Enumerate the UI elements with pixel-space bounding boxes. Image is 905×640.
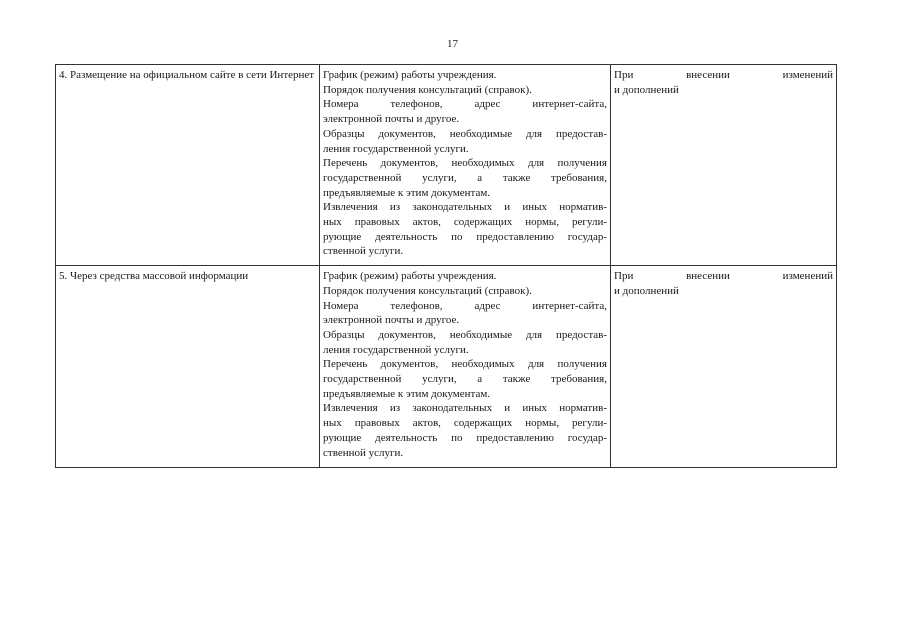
content-line: ственной услуги.	[323, 446, 404, 459]
period-cell	[611, 65, 837, 266]
page-number: 17	[447, 38, 458, 50]
content-line: Номера телефонов, адрес интернет-сайта,	[323, 299, 607, 312]
period-cell	[611, 266, 837, 468]
table-row	[56, 266, 837, 468]
content-line: государственной услуги, а также требования,	[323, 171, 607, 184]
content-line: ления государственной услуги.	[323, 142, 469, 155]
content-line: График (режим) работы учреждения.	[323, 69, 497, 81]
content-line: Извлечения из законодательных и иных норматив-	[323, 201, 607, 214]
content-line: электронной почты и другое.	[323, 314, 460, 327]
period-line: и дополнений	[614, 284, 679, 297]
content-line: ных правовых актов, содержащих нормы, регули-	[323, 417, 607, 430]
content-line: рующие деятельность по предоставлению государ-	[323, 230, 607, 243]
content-cell	[320, 65, 611, 266]
method-text: 4. Размещение на официальном сайте в сети Интернет	[59, 69, 315, 81]
content-line: ных правовых актов, содержащих нормы, регули-	[323, 216, 607, 229]
method-cell	[56, 65, 320, 266]
content-line: предъявляемые к этим документам.	[323, 186, 491, 199]
table-row	[56, 65, 837, 266]
content-line: ственной услуги.	[323, 245, 404, 258]
method-cell	[56, 266, 320, 468]
content-line: электронной почты и другое.	[323, 113, 460, 126]
content-line: Перечень документов, необходимых для получения	[323, 358, 607, 371]
content-line: Порядок получения консультаций (справок).	[323, 83, 532, 96]
content-line: Образцы документов, необходимые для предостав-	[323, 328, 607, 341]
content-line: Образцы документов, необходимые для предостав-	[323, 127, 607, 140]
content-line: ления государственной услуги.	[323, 343, 469, 356]
content-line: Номера телефонов, адрес интернет-сайта,	[323, 98, 607, 111]
content-line: Перечень документов, необходимых для получения	[323, 157, 607, 170]
information-methods-table	[55, 64, 837, 468]
period-line: При внесении изменений	[614, 69, 833, 81]
method-text: 5. Через средства массовой информации	[59, 270, 249, 283]
content-line: предъявляемые к этим документам.	[323, 387, 491, 400]
content-cell	[320, 266, 611, 468]
content-line: Извлечения из законодательных и иных норматив-	[323, 402, 607, 415]
period-line: и дополнений	[614, 83, 679, 96]
content-line: рующие деятельность по предоставлению государ-	[323, 431, 607, 444]
content-line: График (режим) работы учреждения.	[323, 270, 497, 283]
content-line: Порядок получения консультаций (справок).	[323, 284, 532, 297]
period-line: При внесении изменений	[614, 270, 833, 283]
content-line: государственной услуги, а также требования,	[323, 373, 607, 386]
